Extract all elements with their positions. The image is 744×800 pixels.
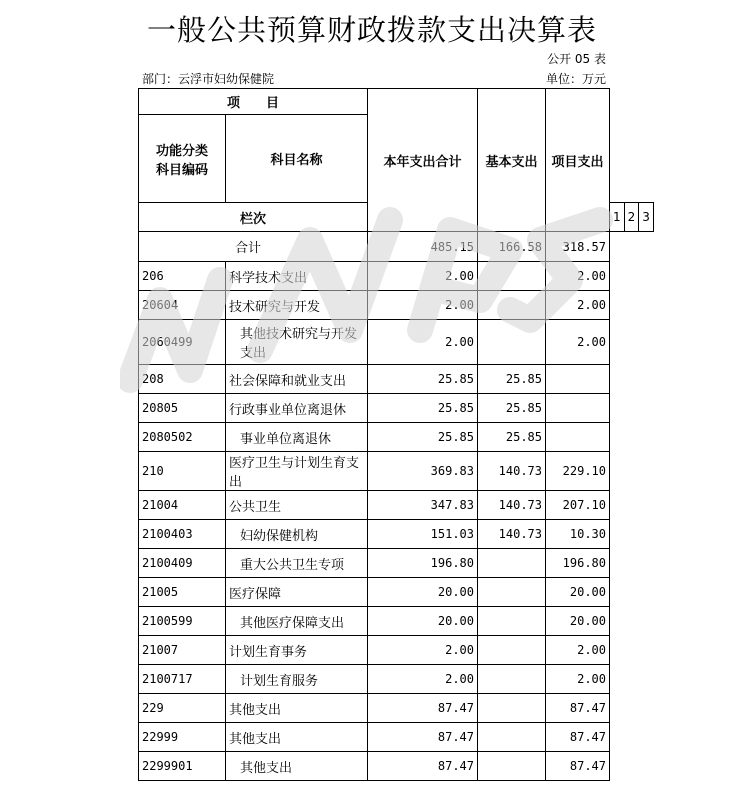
total-amount: 25.85	[368, 423, 478, 452]
project-amount: 2.00	[546, 636, 610, 665]
header-subject-name: 科目名称	[226, 115, 368, 203]
summary-project: 318.57	[546, 232, 610, 262]
header-column-label: 栏次	[139, 203, 368, 232]
basic-amount	[478, 694, 546, 723]
project-amount: 207.10	[546, 491, 610, 520]
subject-name: 其他医疗保障支出	[226, 607, 368, 636]
column-number-3: 3	[639, 203, 654, 232]
table-row	[139, 365, 654, 394]
subject-name: 社会保障和就业支出	[226, 365, 368, 394]
subject-name: 其他技术研究与开发支出	[226, 320, 368, 365]
table-row	[139, 452, 654, 491]
basic-amount	[478, 723, 546, 752]
basic-amount: 140.73	[478, 452, 546, 491]
subject-code: 20604	[139, 291, 226, 320]
subject-name: 事业单位离退休	[226, 423, 368, 452]
department-label: 部门：云浮市妇幼保健院	[142, 72, 275, 86]
project-amount: 2.00	[546, 665, 610, 694]
unit-label: 单位：万元	[545, 72, 606, 86]
basic-amount	[478, 752, 546, 781]
subject-code: 2100717	[139, 665, 226, 694]
total-amount: 2.00	[368, 262, 478, 291]
header-function-code: 功能分类 科目编码	[139, 115, 226, 203]
basic-amount	[478, 607, 546, 636]
table-row	[139, 723, 654, 752]
table-row	[139, 491, 654, 520]
subject-name: 计划生育服务	[226, 665, 368, 694]
subject-name: 重大公共卫生专项	[226, 549, 368, 578]
basic-amount	[478, 578, 546, 607]
project-amount: 87.47	[546, 752, 610, 781]
subject-name: 其他支出	[226, 752, 368, 781]
total-amount: 87.47	[368, 694, 478, 723]
basic-amount	[478, 262, 546, 291]
header-project: 项 目	[139, 89, 368, 115]
form-number: 公开 05 表	[547, 52, 606, 66]
subject-name: 计划生育事务	[226, 636, 368, 665]
project-amount: 2.00	[546, 262, 610, 291]
table-row	[139, 262, 654, 291]
total-amount: 25.85	[368, 365, 478, 394]
column-number-2: 2	[624, 203, 639, 232]
subject-code: 21005	[139, 578, 226, 607]
project-amount: 196.80	[546, 549, 610, 578]
subject-code: 206	[139, 262, 226, 291]
subject-name: 其他支出	[226, 723, 368, 752]
table-row	[139, 320, 654, 365]
subject-code: 2080502	[139, 423, 226, 452]
table-row	[139, 520, 654, 549]
summary-basic: 166.58	[478, 232, 546, 262]
subject-code: 229	[139, 694, 226, 723]
total-amount: 151.03	[368, 520, 478, 549]
total-amount: 20.00	[368, 607, 478, 636]
subject-name: 技术研究与开发	[226, 291, 368, 320]
table-row	[139, 636, 654, 665]
project-amount	[546, 365, 610, 394]
total-amount: 2.00	[368, 636, 478, 665]
total-amount: 2.00	[368, 320, 478, 365]
summary-total: 485.15	[368, 232, 478, 262]
basic-amount	[478, 665, 546, 694]
subject-code: 2100403	[139, 520, 226, 549]
project-amount: 87.47	[546, 723, 610, 752]
project-amount: 20.00	[546, 578, 610, 607]
subject-code: 22999	[139, 723, 226, 752]
basic-amount	[478, 291, 546, 320]
subject-code: 21004	[139, 491, 226, 520]
table-row	[139, 665, 654, 694]
total-amount: 2.00	[368, 665, 478, 694]
project-amount: 229.10	[546, 452, 610, 491]
subject-code: 208	[139, 365, 226, 394]
column-number-1: 1	[610, 203, 625, 232]
basic-amount	[478, 320, 546, 365]
total-row	[139, 232, 654, 262]
project-amount: 2.00	[546, 291, 610, 320]
subject-name: 医疗卫生与计划生育支出	[226, 452, 368, 491]
basic-amount: 25.85	[478, 365, 546, 394]
expenditure-table	[138, 88, 654, 781]
subject-name: 医疗保障	[226, 578, 368, 607]
basic-amount	[478, 636, 546, 665]
total-amount: 25.85	[368, 394, 478, 423]
basic-amount: 25.85	[478, 394, 546, 423]
project-amount: 87.47	[546, 694, 610, 723]
table-row	[139, 607, 654, 636]
header-project-expense: 项目支出	[546, 89, 610, 232]
basic-amount	[478, 549, 546, 578]
table-row	[139, 291, 654, 320]
subject-code: 2100409	[139, 549, 226, 578]
project-amount: 2.00	[546, 320, 610, 365]
summary-label: 合计	[139, 232, 368, 262]
basic-amount: 25.85	[478, 423, 546, 452]
subject-name: 公共卫生	[226, 491, 368, 520]
total-amount: 369.83	[368, 452, 478, 491]
subject-code: 21007	[139, 636, 226, 665]
table-row	[139, 423, 654, 452]
project-amount: 20.00	[546, 607, 610, 636]
total-amount: 87.47	[368, 723, 478, 752]
subject-code: 2060499	[139, 320, 226, 365]
total-amount: 87.47	[368, 752, 478, 781]
total-amount: 20.00	[368, 578, 478, 607]
page-title: 一般公共预算财政拨款支出决算表	[146, 13, 597, 47]
project-amount	[546, 394, 610, 423]
subject-code: 20805	[139, 394, 226, 423]
header-total: 本年支出合计	[368, 89, 478, 232]
subject-name: 其他支出	[226, 694, 368, 723]
header-basic: 基本支出	[478, 89, 546, 232]
table-row	[139, 694, 654, 723]
project-amount: 10.30	[546, 520, 610, 549]
project-amount	[546, 423, 610, 452]
subject-name: 科学技术支出	[226, 262, 368, 291]
total-amount: 2.00	[368, 291, 478, 320]
subject-code: 2100599	[139, 607, 226, 636]
subject-name: 妇幼保健机构	[226, 520, 368, 549]
table-row	[139, 578, 654, 607]
total-amount: 196.80	[368, 549, 478, 578]
basic-amount: 140.73	[478, 520, 546, 549]
table-row	[139, 752, 654, 781]
table-row	[139, 394, 654, 423]
table-row	[139, 549, 654, 578]
basic-amount: 140.73	[478, 491, 546, 520]
subject-name: 行政事业单位离退休	[226, 394, 368, 423]
subject-code: 210	[139, 452, 226, 491]
total-amount: 347.83	[368, 491, 478, 520]
subject-code: 2299901	[139, 752, 226, 781]
